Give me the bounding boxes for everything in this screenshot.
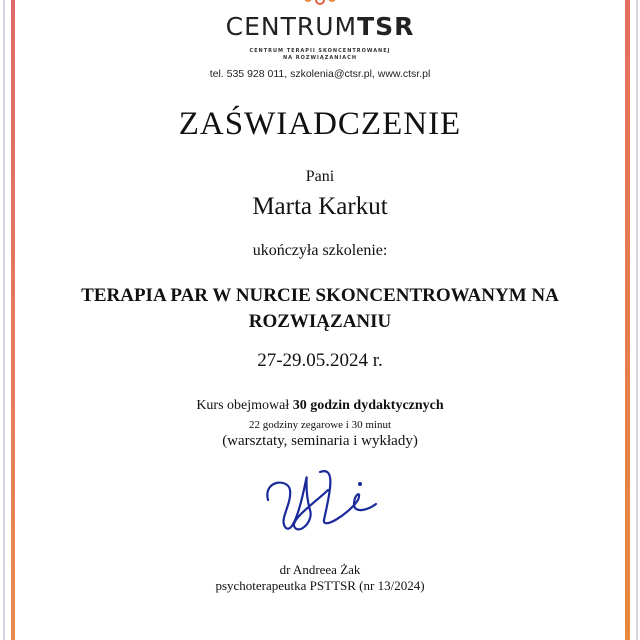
course-title bbox=[0, 283, 640, 335]
course-date: 27-29.05.2024 r. bbox=[257, 350, 383, 371]
salutation: Pani bbox=[305, 168, 335, 185]
clock-hours: 22 godziny zegarowe i 30 minut bbox=[248, 419, 392, 431]
signatory-name: dr Andreea Żak bbox=[279, 562, 361, 577]
recipient-name: Marta Karkut bbox=[252, 193, 388, 220]
hours-text: Kurs obejmował 30 godzin dydaktycznych bbox=[196, 398, 444, 413]
completed-text: ukończyła szkolenie: bbox=[252, 242, 388, 259]
course-format: (warsztaty, seminaria i wykłady) bbox=[222, 433, 418, 449]
certificate-title: ZAŚWIADCZENIE bbox=[178, 106, 462, 142]
signatory-role: psychoterapeutka PSTTSR (nr 13/2024) bbox=[215, 578, 425, 593]
tagline-2: NA ROZWIĄZANIACH bbox=[282, 55, 358, 61]
course-line-2: ROZWIĄZANIU bbox=[248, 311, 392, 332]
contact-info: tel. 535 928 011, szkolenia@ctsr.pl, www.ctsr.pl bbox=[209, 68, 431, 80]
brand-logo: CENTRUMTSR bbox=[225, 12, 415, 41]
tagline-1: CENTRUM TERAPII SKONCENTROWANEJ bbox=[249, 48, 391, 54]
signature-icon bbox=[258, 460, 388, 540]
course-line-1: TERAPIA PAR W NURCIE SKONCENTROWANYM NA bbox=[81, 285, 559, 306]
logo-mark-icon bbox=[300, 0, 340, 6]
